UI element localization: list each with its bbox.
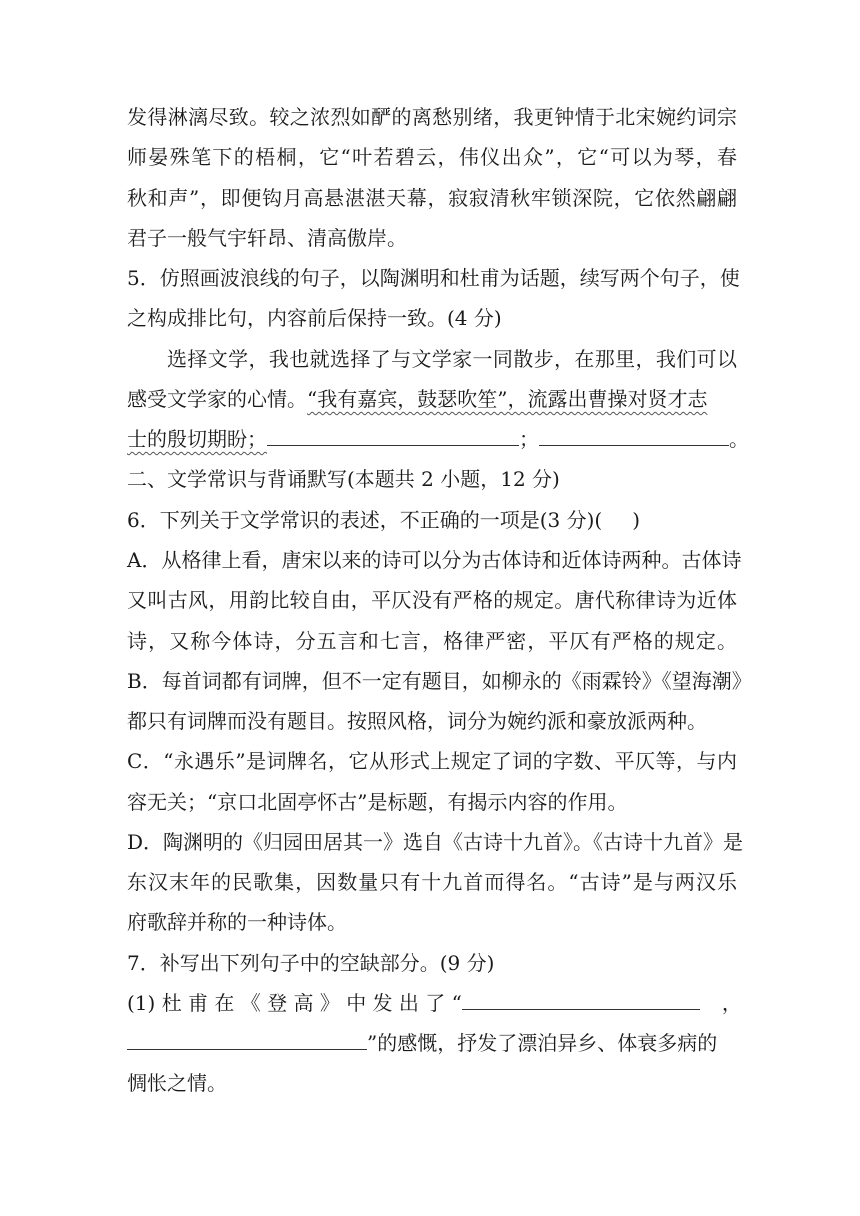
- q6-option-d-line-3: 府歌辞并称的一种诗体。: [127, 910, 347, 934]
- intro-line-4: 君子一般气宇轩昂、清高傲岸。: [127, 226, 407, 250]
- q7-item-1-continuation: ”的感慨，抒发了漂泊异乡、体衰多病的: [367, 1031, 718, 1055]
- q6-option-a-line-3: 诗，又称今体诗，分五言和七言，格律严密，平仄有严格的规定。: [127, 629, 737, 653]
- q5-answer-blank-2[interactable]: [539, 427, 729, 446]
- intro-line-1: 发得淋漓尽致。较之浓烈如酽的离愁别绪，我更钟情于北宋婉约词宗: [127, 105, 737, 129]
- q5-end-mark: 。: [729, 427, 749, 451]
- q6-option-b-line-2: 都只有词牌而没有题目。按照风格，词分为婉约派和豪放派两种。: [127, 709, 707, 733]
- q6-option-b-line-1: B．每首词都有词牌，但不一定有题目，如柳永的《雨霖铃》《望海潮》: [127, 669, 752, 693]
- q6-option-d-line-2: 东汉末年的民歌集，因数量只有十九首而得名。“古诗”是与两汉乐: [127, 870, 737, 894]
- q6-stem-text: 6．下列关于文学常识的表述，不正确的一项是(3 分)(: [127, 508, 603, 532]
- section-2-heading: 二、文学常识与背诵默写(本题共 2 小题，12 分): [127, 467, 560, 491]
- q6-stem: [127, 506, 737, 534]
- q7-stem: 7．补写出下列句子中的空缺部分。(9 分): [127, 951, 495, 975]
- q6-option-c-line-1: C．“永遇乐”是词牌名，它从形式上规定了词的字数、平仄等，与内: [127, 749, 737, 773]
- q6-stem-close: ): [632, 508, 641, 532]
- q7-item-1-line-1: [127, 989, 742, 1017]
- q5-passage-line-2: [127, 385, 737, 413]
- q7-comma: ，: [721, 991, 742, 1015]
- q7-item-1-line-2: [127, 1029, 737, 1057]
- q7-item-1-line-3: 惆怅之情。: [127, 1071, 227, 1095]
- q7-item-1-prompt: (1) 杜 甫 在 《 登 高 》 中 发 出 了 “: [127, 991, 462, 1015]
- intro-line-2: 师晏殊笔下的梧桐，它“叶若碧云，伟仪出众”，它“可以为琴，春: [127, 145, 737, 169]
- q7-answer-blank-2[interactable]: [127, 1031, 367, 1050]
- q5-passage-text: 感受文学家的心情。: [127, 387, 307, 411]
- q5-stem-line-1: 5．仿照画波浪线的句子，以陶渊明和杜甫为话题，续写两个句子，使: [127, 266, 740, 290]
- q6-option-a-line-2: 又叫古风，用韵比较自由，平仄没有严格的规定。唐代称律诗为近体: [127, 588, 737, 612]
- q5-stem-line-2: 之构成排比句，内容前后保持一致。(4 分): [127, 306, 502, 330]
- q6-option-c-line-2: 容无关；“京口北固亭怀古”是标题，有揭示内容的作用。: [127, 790, 628, 814]
- q5-wavy-sentence: “我有嘉宾，鼓瑟吹笙”，流露出曹操对贤才志: [307, 387, 708, 411]
- q5-answer-blank-1[interactable]: [267, 427, 519, 446]
- q6-option-d-line-1: D．陶渊明的《归园田居其一》选自《古诗十九首》。《古诗十九首》是: [127, 830, 744, 854]
- intro-line-3: 秋和声”，即便钩月高悬湛湛天幕，寂寂清秋牢锁深院，它依然翩翩: [127, 186, 737, 210]
- q5-wavy-sentence-end: 士的殷切期盼；: [127, 427, 267, 451]
- q5-separator: ；: [519, 427, 539, 451]
- q5-passage-line-3: [127, 425, 749, 453]
- q5-passage-line-1: 选择文学，我也就选择了与文学家一同散步，在那里，我们可以: [167, 347, 737, 371]
- q7-answer-blank-1[interactable]: [462, 991, 700, 1010]
- q6-option-a-line-1: A．从格律上看，唐宋以来的诗可以分为古体诗和近体诗两种。古体诗: [127, 548, 742, 572]
